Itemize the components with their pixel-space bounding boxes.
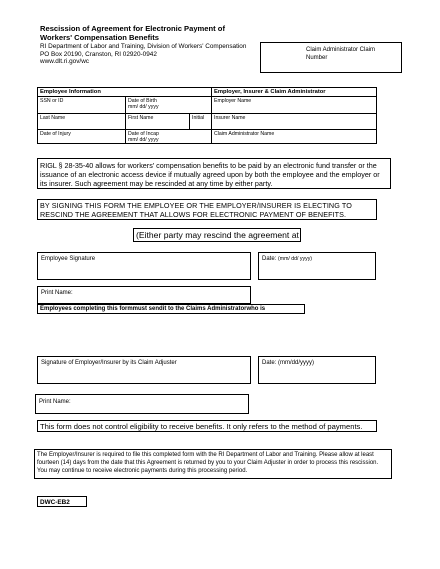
date-of-incap-label: Date of Incap <box>128 131 159 137</box>
claim-admin-name-field[interactable] <box>212 130 377 144</box>
insurer-name-label: Insurer Name <box>214 115 246 121</box>
insurer-signature-field[interactable] <box>37 356 251 384</box>
employer-info-header: Employer, Insurer & Claim Administrator <box>212 88 377 97</box>
eligibility-statement: This form does not control eligibility to receive benefits. It only refers to the method of payments. <box>37 420 377 432</box>
rigl-statement: RIGL § 28-35-40 allows for workers' compensation benefits to be paid by an electronic fund transfer or the issuance of an electronic access device if mutually agreed upon by both the employee and the employer or its insurer. Such agreement may be rescinded at any time by either party. <box>37 158 391 189</box>
form-title: Rescission of Agreement for Electronic Payment of Workers' Compensation Benefits <box>40 24 225 42</box>
insurer-signature-label: Signature of Employer/Insurer by its Claim Adjuster <box>41 360 177 366</box>
initial-label: Initial <box>192 115 205 121</box>
employer-name-field[interactable] <box>212 97 377 114</box>
employee-info-header: Employee Information <box>38 88 212 97</box>
employee-date-label: Date: <box>262 256 277 262</box>
insurer-date-field[interactable] <box>258 356 376 384</box>
employer-name-label: Employer Name <box>214 98 252 104</box>
address-line: RI Department of Labor and Training, Division of Workers' Compensation PO Box 20190, Cranston, RI 02920-0942 <box>40 43 247 58</box>
employee-date-field[interactable] <box>258 252 376 280</box>
form-id: DWC-EB2 <box>37 496 87 507</box>
website-link[interactable]: www.dlt.ri.gov/wc <box>40 58 90 66</box>
last-name-field[interactable] <box>38 114 126 130</box>
insurer-print-name-label: Print Name: <box>39 399 71 405</box>
date-of-injury-field[interactable] <box>38 130 126 144</box>
dob-format: mm/ dd/ yyyy <box>128 104 159 110</box>
either-party-statement: (Either party may rescind the agreement at <box>133 228 301 242</box>
employee-signature-field[interactable] <box>37 252 251 280</box>
ssn-field[interactable] <box>38 97 126 114</box>
signing-statement: BY SIGNING THIS FORM THE EMPLOYEE OR THE EMPLOYER/INSURER IS ELECTING TO RESCIND THE AGREEMENT THAT ALLOWS FOR ELECTRONIC PAYMENT OF BENEFITS. <box>37 199 377 220</box>
insurer-name-field[interactable] <box>212 114 377 130</box>
employee-print-name-field[interactable] <box>37 286 251 304</box>
employee-signature-label: Employee Signature <box>41 256 96 262</box>
information-table <box>37 87 377 144</box>
first-name-field[interactable] <box>126 114 190 130</box>
last-name-label: Last Name <box>40 115 66 121</box>
agency-address <box>40 43 250 66</box>
first-name-label: First Name <box>128 115 154 121</box>
dob-label: Date of Birth <box>128 98 157 104</box>
insurer-print-name-field[interactable] <box>35 394 249 414</box>
date-of-injury-label: Date of Injury <box>40 131 71 137</box>
insurer-date-label: Date: (mm/dd/yyyy) <box>262 360 315 366</box>
dob-field[interactable] <box>126 97 212 114</box>
date-of-incap-field[interactable] <box>126 130 212 144</box>
filing-notice: The Employer/Insurer is required to file this completed form with the RI Department of Labor and Training. Please allow at least fourteen (14) days from the date that this Agreement is returned by you to your Claim Adjuster in order to process this rescission. You may continue to receive electronic payments during this processing period. <box>34 449 392 479</box>
claim-number-label: Claim Administrator Claim Number <box>306 47 376 61</box>
incap-format: mm/ dd/ yyyy <box>128 137 159 143</box>
employee-date-format: (mm/ dd/ yyyy) <box>278 256 313 262</box>
employees-completing-note: Employees completing this formmust sendit to the Claims Administratorwho is <box>37 304 305 314</box>
initial-field[interactable] <box>190 114 212 130</box>
employee-print-name-label: Print Name: <box>41 290 73 296</box>
ssn-label: SSN or ID <box>40 98 64 104</box>
claim-admin-name-label: Claim Administrator Name <box>214 131 275 137</box>
